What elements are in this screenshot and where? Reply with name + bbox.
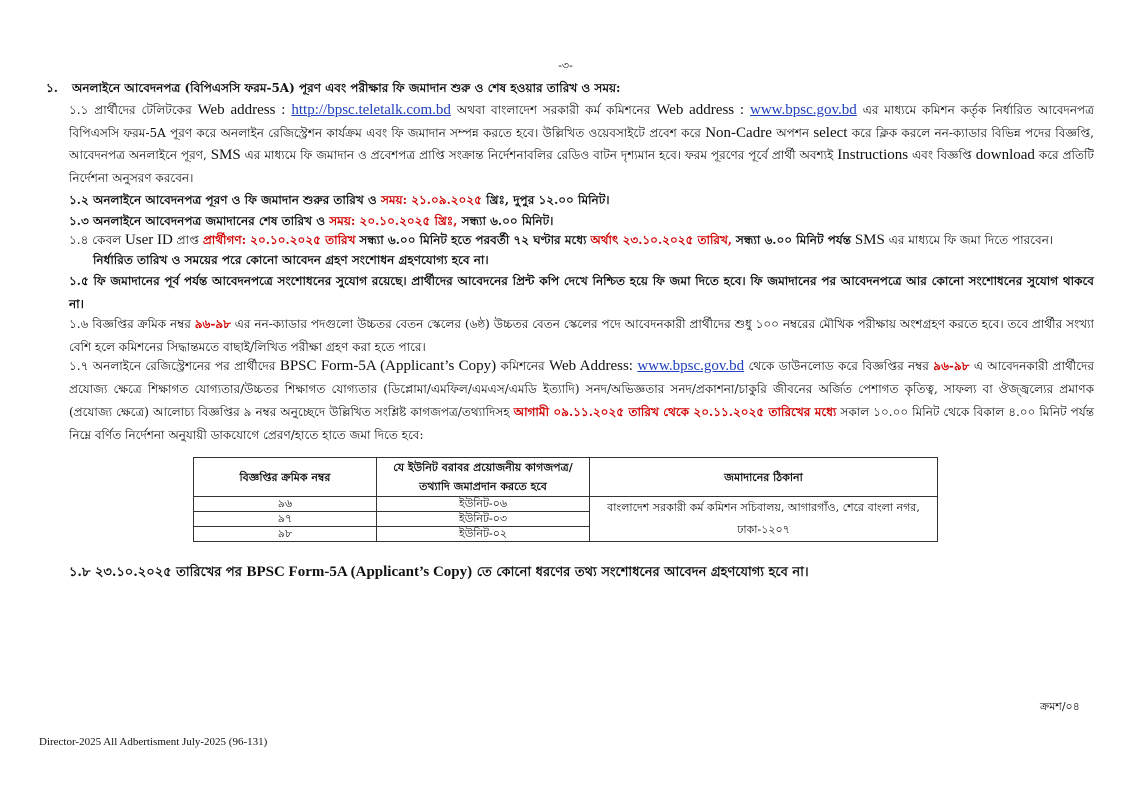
header-serial: বিজ্ঞপ্তির ক্রমিক নম্বর [194,458,377,497]
continued-marker: ক্রমশ/০৪ [1040,700,1080,713]
cell-address: বাংলাদেশ সরকারী কর্ম কমিশন সচিবালয়, আগারগাঁও, শেরে বাংলা নগর, ঢাকা-১২০৭ [590,497,938,542]
cell-serial: ৯৬ [194,497,377,512]
heading-number: ১. [46,81,58,95]
page-number: -৩- [558,59,573,72]
header-unit: যে ইউনিট বরাবর প্রয়োজনীয় কাগজপত্র/তথ্যাদি জমাপ্রদান করতে হবে [377,458,590,497]
paragraph-1-6: ১.৬ বিজ্ঞপ্তির ক্রমিক নম্বর ৯৬-৯৮ এর নন-ক্যাডার পদগুলো উচ্চতর বেতন স্কেলের (৬ষ্ঠ) উচ্চতর বেতন স্কেলের পদে আবেদনকারী প্রার্থীদের শুধু ১০০ নম্বরের মৌখিক পরীক্ষায় অংশগ্রহণ করতে হবে। তবে প্রার্থীর সংখ্যা বেশি হলে কমিশনের সিদ্ধান্তমতে বাছাই/লিখিত পরীক্ষা গ্রহণ করা হতে পারে। [69,317,1094,354]
cell-unit: ইউনিট-০২ [377,527,590,542]
footer-text: Director-2025 All Adbertisment July-2025 (96-131) [39,736,268,748]
paragraph-1-4: ১.৪ কেবল User ID প্রাপ্ত প্রার্থীগণ: ২০.১০.২০২৫ তারিখ সন্ধ্যা ৬.০০ মিনিট হতে পরবর্তী ৭২ ঘণ্টার মধ্যে অর্থাৎ ২৩.১০.২০২৫ তারিখ, সন্ধ্যা ৬.০০ মিনিট পর্যন্ত SMS এর মাধ্যমে ফি জমা দিতে পারবেন। নির্ধারিত তারিখ ও সময়ের পরে কোনো আবেদন গ্রহণ সংশোধন গ্রহণযোগ্য হবে না। [69,230,1094,270]
submission-table [193,457,938,542]
bpsc-link[interactable]: www.bpsc.gov.bd [750,102,857,118]
paragraph-1-8: ১.৮ ২৩.১০.২০২৫ তারিখের পর BPSC Form-5A (Applicant’s Copy) তে কোনো ধরণের তথ্য সংশোধনের আবেদন গ্রহণযোগ্য হবে না। [69,564,809,580]
table-row [194,497,938,512]
header-address: জমাদানের ঠিকানা [590,458,938,497]
heading-text: অনলাইনে আবেদনপত্র (বিপিএসসি ফরম-5A) পূরণ এবং পরীক্ষার ফি জমাদান শুরু ও শেষ হওয়ার তারিখ ও সময়: [72,81,621,95]
paragraph-1-3: ১.৩ অনলাইনে আবেদনপত্র জমাদানের শেষ তারিখ ও সময়: ২০.১০.২০২৫ খ্রিঃ, সন্ধ্যা ৬.০০ মিনিট। [69,214,554,228]
bpsc-link-2[interactable]: www.bpsc.gov.bd [637,358,745,374]
cell-serial: ৯৭ [194,512,377,527]
paragraph-1-5: ১.৫ ফি জমাদানের পূর্ব পর্যন্ত আবেদনপত্রে সংশোধনের সুযোগ রয়েছে। প্রার্থীদের আবেদনের প্রিন্ট কপি দেখে নিশ্চিত হয়ে ফি জমা দিতে হবে। ফি জমাদানের পর আবেদনপত্রে আর কোনো সংশোধনের সুযোগ থাকবে না। [69,274,1094,311]
paragraph-1-2: ১.২ অনলাইনে আবেদনপত্র পূরণ ও ফি জমাদান শুরুর তারিখ ও সময়: ২১.০৯.২০২৫ খ্রিঃ, দুপুর ১২.০০ মিনিট। [69,193,610,207]
teletalk-link[interactable]: http://bpsc.teletalk.com.bd [291,102,451,118]
paragraph-1-7: ১.৭ অনলাইনে রেজিস্ট্রেশনের পর প্রার্থীদের BPSC Form-5A (Applicant’s Copy) কমিশনের Web Address: www.bpsc.gov.bd থেকে ডাউনলোড করে বিজ্ঞপ্তির নম্বর ৯৬-৯৮ এ আবেদনকারী প্রার্থীদের প্রযোজ্য ক্ষেত্রে শিক্ষাগত যোগ্যতার/উচ্চতর শিক্ষাগত যোগ্যতার (ডিপ্লোমা/এমফিল/এমএস/এমডি ইত্যাদি) সনদ/অভিজ্ঞতার সনদ/প্রকাশনা/চাকুরি জীবনের অর্জিত পেশাগত কৃতিত্ব, সাফল্য বা ঔজ্জ্বল্যের প্রমাণক (প্রযোজ্য ক্ষেত্রে) আলোচ্য বিজ্ঞপ্তির ৯ নম্বর অনুচ্ছেদে উল্লিখিত সংশ্লিষ্ট কাগজপত্র/তথ্যাদিসহ আগামী ০৯.১১.২০২৫ তারিখ থেকে ২০.১১.২০২৫ তারিখের মধ্যে সকাল ১০.০০ মিনিট থেকে বিকাল ৪.০০ মিনিট পর্যন্ত নিম্নে বর্ণিত নির্দেশনা অনুযায়ী ডাকযোগে প্রেরণ/হাতে হাতে জমা দিতে হবে: [69,358,1094,442]
cell-serial: ৯৮ [194,527,377,542]
cell-unit: ইউনিট-০৬ [377,497,590,512]
cell-unit: ইউনিট-০৩ [377,512,590,527]
paragraph-1-1: ১.১ প্রার্থীদের টেলিটকের Web address : http://bpsc.teletalk.com.bd অথবা বাংলাদেশ সরকারী কর্ম কমিশনের Web address : www.bpsc.gov.bd এর মাধ্যমে কমিশন কর্তৃক নির্ধারিত আবেদনপত্র বিপিএসসি ফরম-5A পূরণ করে অনলাইন রেজিস্ট্রেশন কার্যক্রম এবং ফি জমাদান সম্পন্ন করতে হবে। উল্লিখিত ওয়েবসাইটে প্রবেশ করে Non-Cadre অপশন select করে ক্লিক করলে নন-ক্যাডার বিভিন্ন পদের বিজ্ঞপ্তি, আবেদনপত্র অনলাইনে পূরণ, SMS এর মাধ্যমে ফি জমাদান ও প্রবেশপত্র প্রাপ্তি সংক্রান্ত নির্দেশনাবলির রেডিও বাটন দৃশ্যমান হবে। ফরম পূরণের পূর্বে প্রার্থী অবশ্যই Instructions এবং বিজ্ঞপ্তি download করে প্রতিটি নির্দেশনা অনুসরণ করবেন। [69,102,1094,185]
section-heading [46,80,620,100]
table-header-row [194,458,938,497]
paragraph-1-4-line2: নির্ধারিত তারিখ ও সময়ের পরে কোনো আবেদন গ্রহণ সংশোধন গ্রহণযোগ্য হবে না। [93,253,489,267]
